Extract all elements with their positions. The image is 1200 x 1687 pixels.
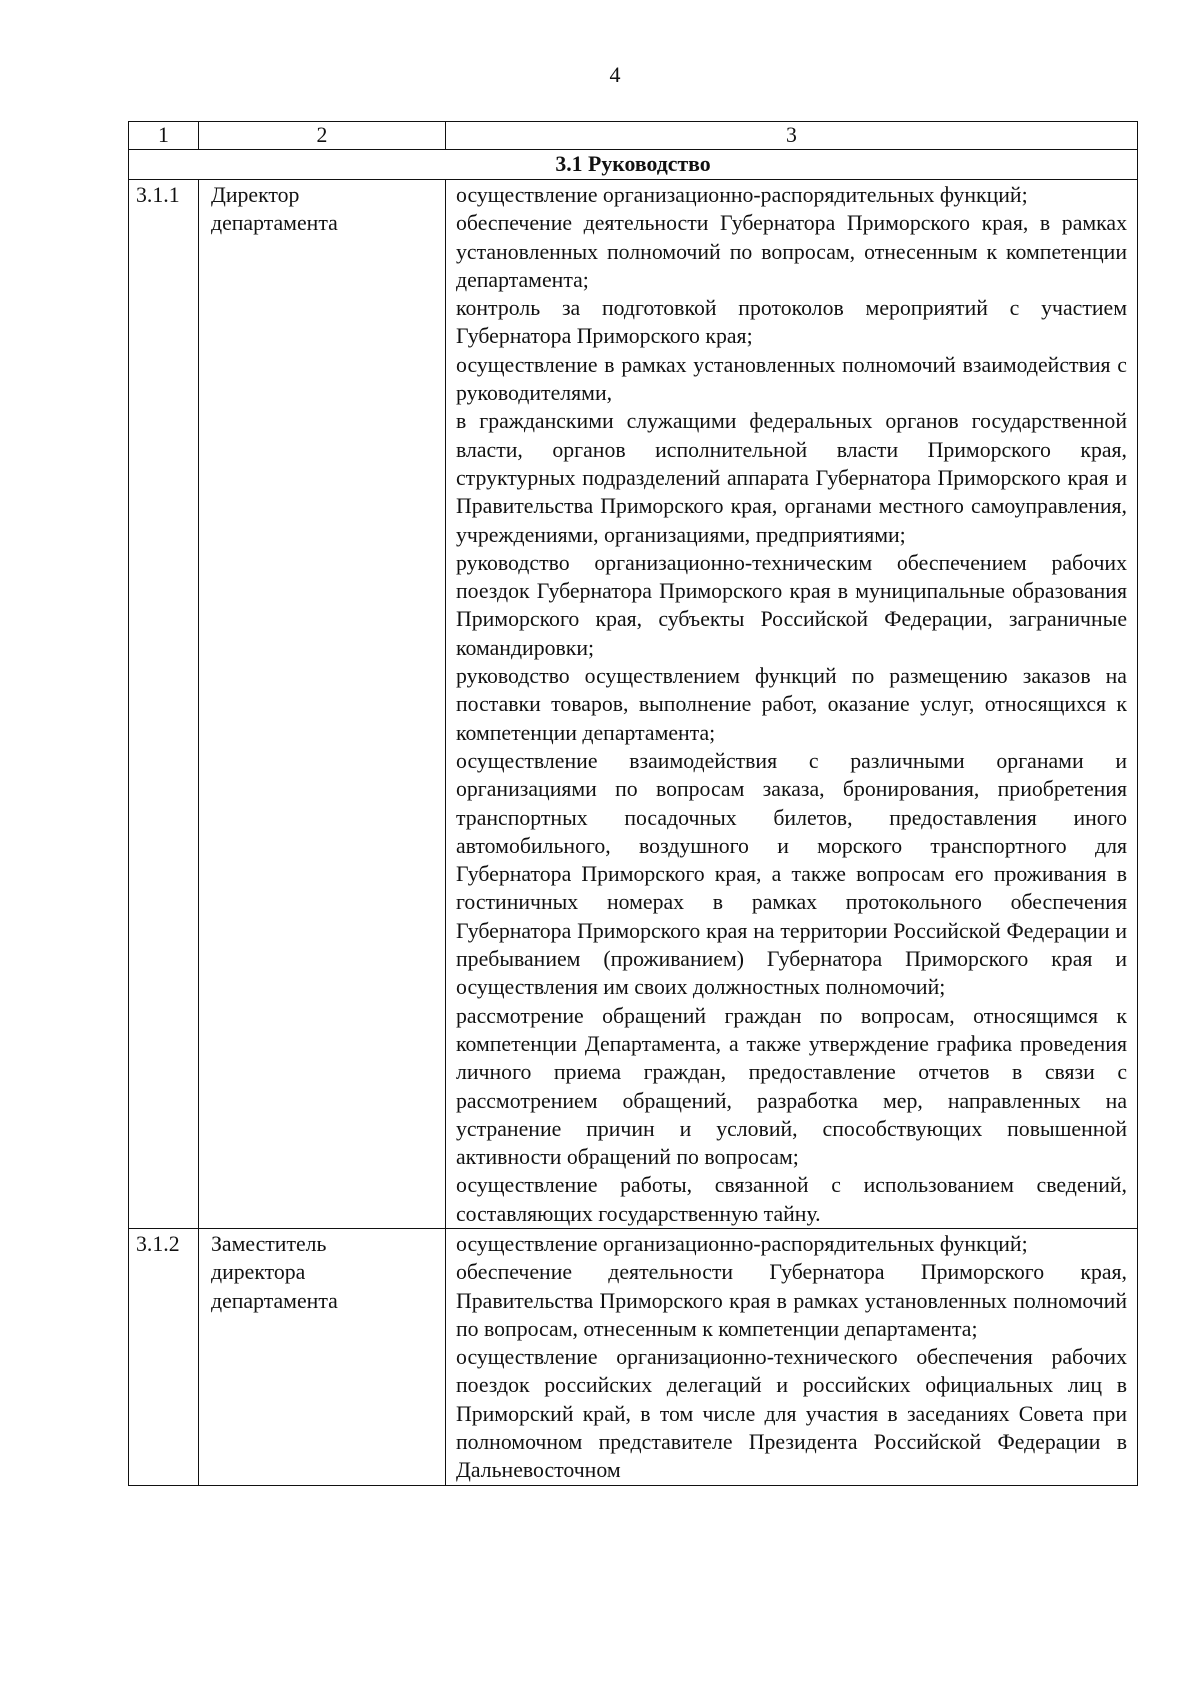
row-number: 3.1.2: [129, 1228, 199, 1485]
duty-item: осуществление организационно-технического обеспечения рабочих поездок российских делегаций и российских официальных лиц в Приморский край, в том числе для участия в заседаниях Совета при полномочном представителе Президента Российской Федерации в Дальневосточном: [456, 1345, 1127, 1483]
duty-item: осуществление организационно-распорядительных функций;: [456, 1231, 1028, 1256]
duty-item: руководство организационно-техническим обеспечением рабочих поездок Губернатора Приморского края в муниципальные образования Приморского края, субъекты Российской Федерации, заграничные командировки;: [456, 550, 1127, 660]
duty-item: контроль за подготовкой протоколов мероприятий с участием Губернатора Приморского края;: [456, 296, 1127, 349]
duty-item: осуществление работы, связанной с использованием сведений, составляющих государственную тайну.: [456, 1173, 1127, 1226]
position-title: [199, 1228, 446, 1485]
duty-item: в гражданскими служащими федеральных органов государственной власти, органов исполнительной власти Приморского края, структурных подразделений аппарата Губернатора Приморского края и Правительства Приморского края, органами местного самоуправления, учреждениями, организациями, предприятиями;: [456, 409, 1127, 547]
position-line: Директор: [211, 183, 300, 207]
section-row: [129, 150, 1138, 180]
duty-item: обеспечение деятельности Губернатора Приморского края, Правительства Приморского края в рамках установленных полномочий по вопросам, отнесенным к компетенции департамента;: [456, 1260, 1127, 1341]
position-line: директора: [211, 1260, 306, 1285]
column-header-1: 1: [129, 122, 199, 150]
position-title: [199, 180, 446, 1229]
duty-item: руководство осуществлением функций по размещению заказов на поставки товаров, выполнение работ, оказание услуг, относящихся к компетенции департамента;: [456, 664, 1127, 745]
table-row: [129, 180, 1138, 1229]
position-line: департамента: [211, 1288, 338, 1313]
position-line: департамента: [211, 211, 338, 236]
duty-item: осуществление взаимодействия с различными органами и организациями по вопросам заказа, бронирования, приобретения транспортных посадочных билетов, предоставления иного автомобильного, воздушного и морского транспортного для Губернатора Приморского края, а также вопросам его проживания в гостиничных номерах в рамках протокольного обеспечения Губернатора Приморского края на территории Российской Федерации и пребыванием (проживанием) Губернатора Приморского края и осуществления им своих должностных полномочий;: [456, 748, 1127, 1000]
table-row: [129, 1228, 1138, 1485]
column-header-3: 3: [446, 122, 1138, 150]
duties-table: [128, 121, 1138, 1486]
row-number: 3.1.1: [129, 180, 199, 1229]
duty-item: осуществление организационно-распорядительных функций;: [456, 183, 1028, 207]
section-title: 3.1 Руководство: [129, 150, 1138, 180]
page-number: 4: [609, 62, 621, 87]
duties-cell: [446, 1228, 1138, 1485]
duty-item: осуществление в рамках установленных полномочий взаимодействия с руководителями,: [456, 352, 1127, 406]
duty-item: обеспечение деятельности Губернатора Приморского края, в рамках установленных полномочий по вопросам, отнесенным к компетенции департамента;: [456, 211, 1127, 292]
column-header-2: 2: [199, 122, 446, 150]
table-header-row: [129, 122, 1138, 150]
position-line: Заместитель: [211, 1231, 327, 1256]
duties-cell: [446, 180, 1138, 1229]
duty-item: рассмотрение обращений граждан по вопросам, относящимся к компетенции Департамента, а также утверждение графика проведения личного приема граждан, предоставление отчетов в связи с рассмотрением обращений, разработка мер, направленных на устранение причин и условий, способствующих повышенной активности обращений по вопросам;: [456, 1003, 1127, 1170]
